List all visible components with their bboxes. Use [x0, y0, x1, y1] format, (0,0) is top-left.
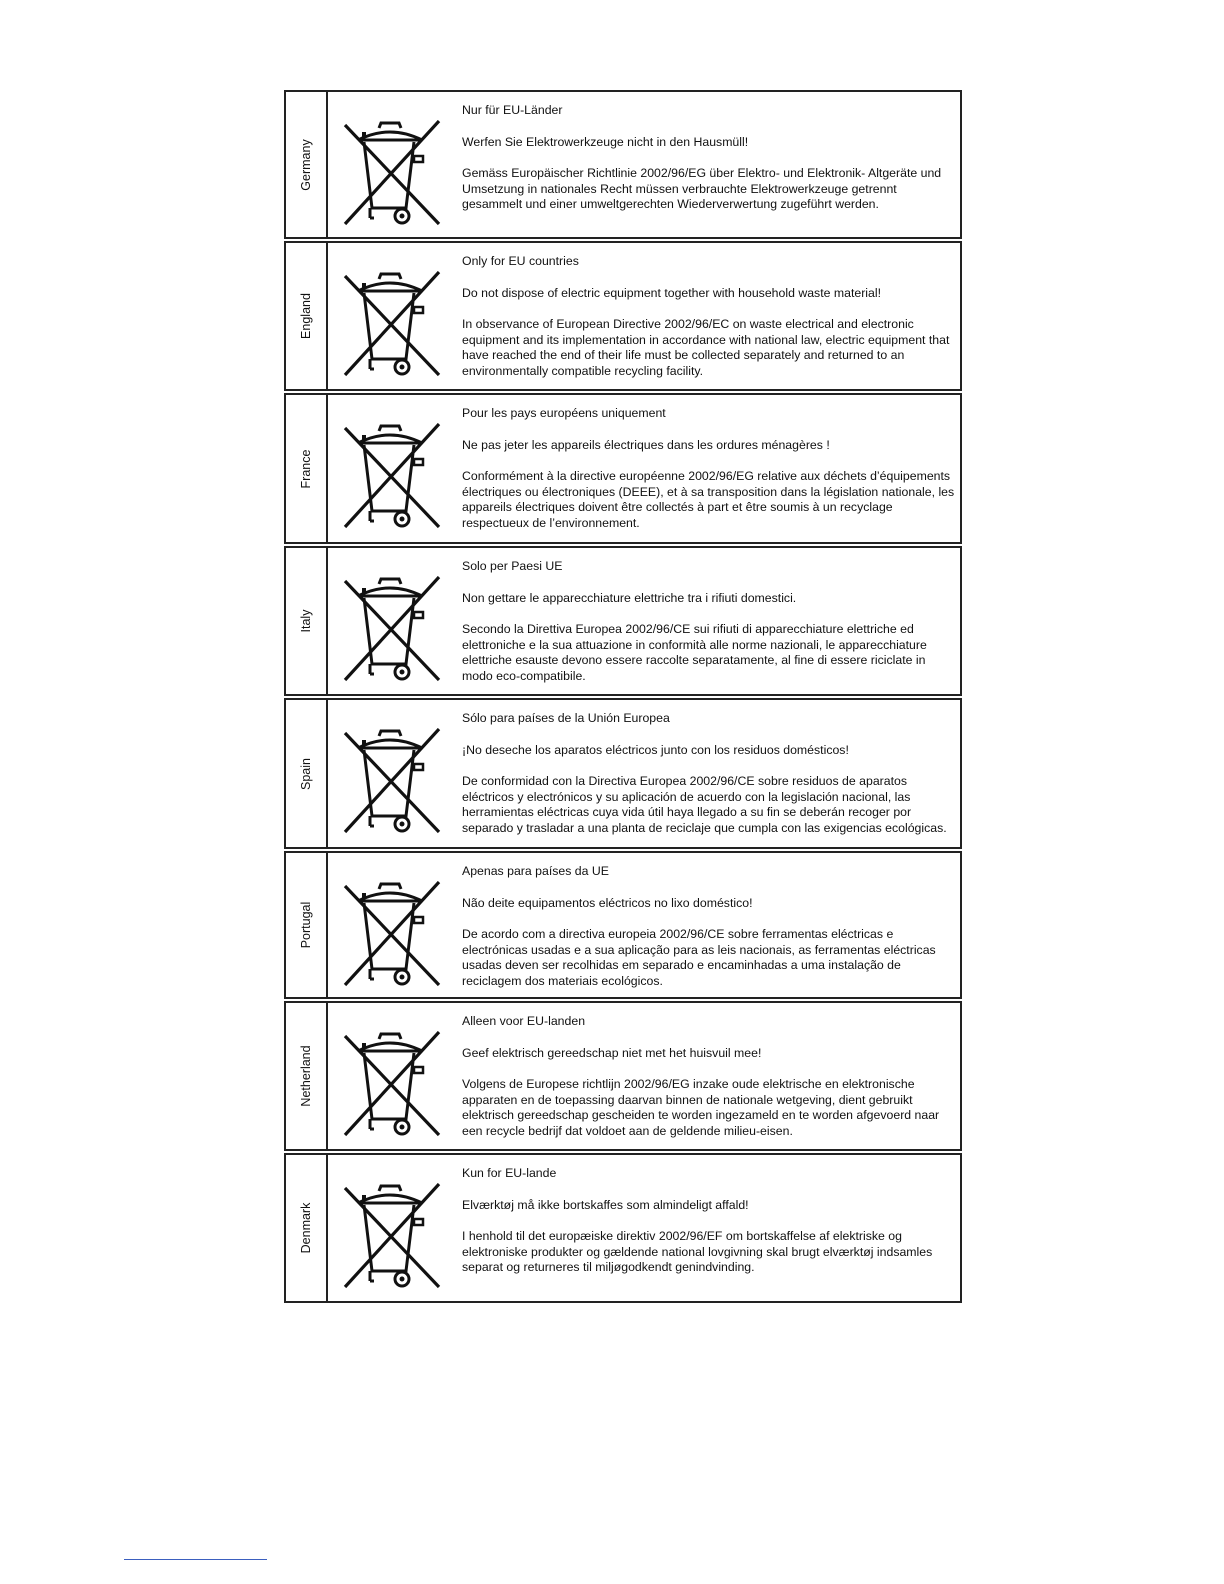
country-label: Portugal [299, 901, 313, 949]
notice-heading: Alleen voor EU-landen [462, 1014, 586, 1028]
notice-heading: Solo per Paesi UE [462, 559, 563, 573]
country-label-cell [286, 548, 328, 694]
notice-warning: ¡No deseche los aparatos eléctricos junto con los residuos domésticos! [462, 742, 849, 757]
notice-heading: Sólo para países de la Unión Europea [462, 711, 670, 725]
country-label-cell [286, 853, 328, 997]
notice-text [462, 103, 956, 213]
notice-warning: Non gettare le apparecchiature elettriche tra i rifiuti domestici. [462, 590, 797, 605]
notice-body: De conformidad con la Directiva Europea 2002/96/CE sobre residuos de aparatos eléctricos y electrónicos y su aplicación de acuerdo con la legislación nacional, las herramientas eléctricas cuya vida útil haya llegado a su fin se deberán recoger por separado y trasladar a una planta de reciclaje que cumpla con las exigencias ecológicas. [462, 774, 947, 835]
notice-warning: Werfen Sie Elektrowerkzeuge nicht in den Hausmüll! [462, 134, 749, 149]
country-row-portugal [284, 851, 962, 999]
notice-body: Conformément à la directive européenne 2002/96/EG relative aux déchets d’équipements électriques ou électroniques (DEEE), et à sa transposition dans la législation nationale, les appareils électriques doivent être collectés à part et être soumis à un recyclage respectueux de l’environnement. [462, 469, 955, 530]
country-label-cell [286, 1003, 328, 1149]
notice-body: In observance of European Directive 2002/96/EC on waste electrical and electronic equipment and its implementation in accordance with national law, electric equipment that have reached the end of their life must be collected separately and returned to an environmentally compatible recycling facility. [462, 317, 950, 378]
crossed-out-wheelie-bin-icon [342, 1183, 442, 1289]
notice-warning: Do not dispose of electric equipment together with household waste material! [462, 285, 882, 300]
notice-heading: Kun for EU-lande [462, 1166, 557, 1180]
country-label-cell [286, 92, 328, 237]
crossed-out-wheelie-bin-icon [342, 576, 442, 682]
country-row-england [284, 241, 962, 391]
footer-rule [124, 1559, 267, 1560]
crossed-out-wheelie-bin-icon [342, 728, 442, 834]
country-label: Germany [299, 138, 313, 191]
notice-body: I henhold til det europæiske direktiv 2002/96/EF om bortskaffelse af elektriske og elektroniske produkter og gældende national lovgivning skal brugt elværktøj indsamles separat og returneres til miljøgodkendt genindvinding. [462, 1229, 933, 1274]
notice-warning: Ne pas jeter les appareils électriques dans les ordures ménagères ! [462, 437, 830, 452]
country-row-denmark [284, 1153, 962, 1303]
country-row-spain [284, 698, 962, 849]
notice-heading: Only for EU countries [462, 254, 579, 268]
notice-body: Gemäss Europäischer Richtlinie 2002/96/EG über Elektro- und Elektronik- Altgeräte und Umsetzung in nationales Recht müssen verbrauchte Elektrowerkzeuge getrennt gesammelt und einer umweltgerechten Wiederverwertung zugeführt werden. [462, 166, 942, 211]
country-label: Italy [299, 609, 313, 633]
country-label-cell [286, 395, 328, 542]
crossed-out-wheelie-bin-icon [342, 881, 442, 987]
country-label-cell [286, 243, 328, 389]
country-label: England [299, 293, 313, 339]
country-label: Netherland [299, 1045, 313, 1107]
notice-text [462, 711, 956, 836]
notice-warning: Não deite equipamentos eléctricos no lixo doméstico! [462, 895, 753, 910]
crossed-out-wheelie-bin-icon [342, 271, 442, 377]
country-label: France [299, 449, 313, 488]
notice-warning: Geef elektrisch gereedschap niet met het huisvuil mee! [462, 1045, 762, 1060]
notice-text [462, 1014, 956, 1139]
notice-text [462, 559, 956, 684]
country-row-germany [284, 90, 962, 239]
country-label: Spain [299, 757, 313, 790]
country-label-cell [286, 1155, 328, 1301]
country-label-cell [286, 700, 328, 847]
notice-heading: Pour les pays européens uniquement [462, 406, 666, 420]
crossed-out-wheelie-bin-icon [342, 120, 442, 226]
country-label: Denmark [299, 1202, 313, 1254]
notice-body: Volgens de Europese richtlijn 2002/96/EG inzake oude elektrische en elektronische apparaten en de toepassing daarvan binnen de nationale wetgeving, dient gebruikt elektrisch gereedschap gescheiden te worden ingezameld en te worden afgevoerd naar een recycle bedrijf dat voldoet aan de geldende milieu-eisen. [462, 1077, 940, 1138]
notice-body: Secondo la Direttiva Europea 2002/96/CE sui rifiuti di apparecchiature elettriche ed elettroniche e la sua attuazione in conformità alle norme nazionali, le apparecchiature elettriche esauste devono essere raccolte separatamente, al fine di essere riciclate in modo eco-compatibile. [462, 622, 927, 683]
notice-text [462, 254, 956, 379]
weee-disposal-table [284, 90, 962, 1305]
notice-text [462, 1166, 956, 1276]
notice-text [462, 406, 956, 531]
country-row-netherland [284, 1001, 962, 1151]
crossed-out-wheelie-bin-icon [342, 423, 442, 529]
country-row-italy [284, 546, 962, 696]
notice-heading: Nur für EU-Länder [462, 103, 563, 117]
country-row-france [284, 393, 962, 544]
notice-text [462, 864, 956, 989]
crossed-out-wheelie-bin-icon [342, 1031, 442, 1137]
notice-warning: Elværktøj må ikke bortskaffes som almindeligt affald! [462, 1197, 749, 1212]
notice-body: De acordo com a directiva europeia 2002/96/CE sobre ferramentas eléctricas e electrónicas usadas e a sua aplicação para as leis nacionais, as ferramentas eléctricas usadas deven ser recolhidas em separado e encaminhadas a uma instalação de reciclagem dos materiais ecológicos. [462, 927, 936, 988]
notice-heading: Apenas para países da UE [462, 864, 609, 878]
